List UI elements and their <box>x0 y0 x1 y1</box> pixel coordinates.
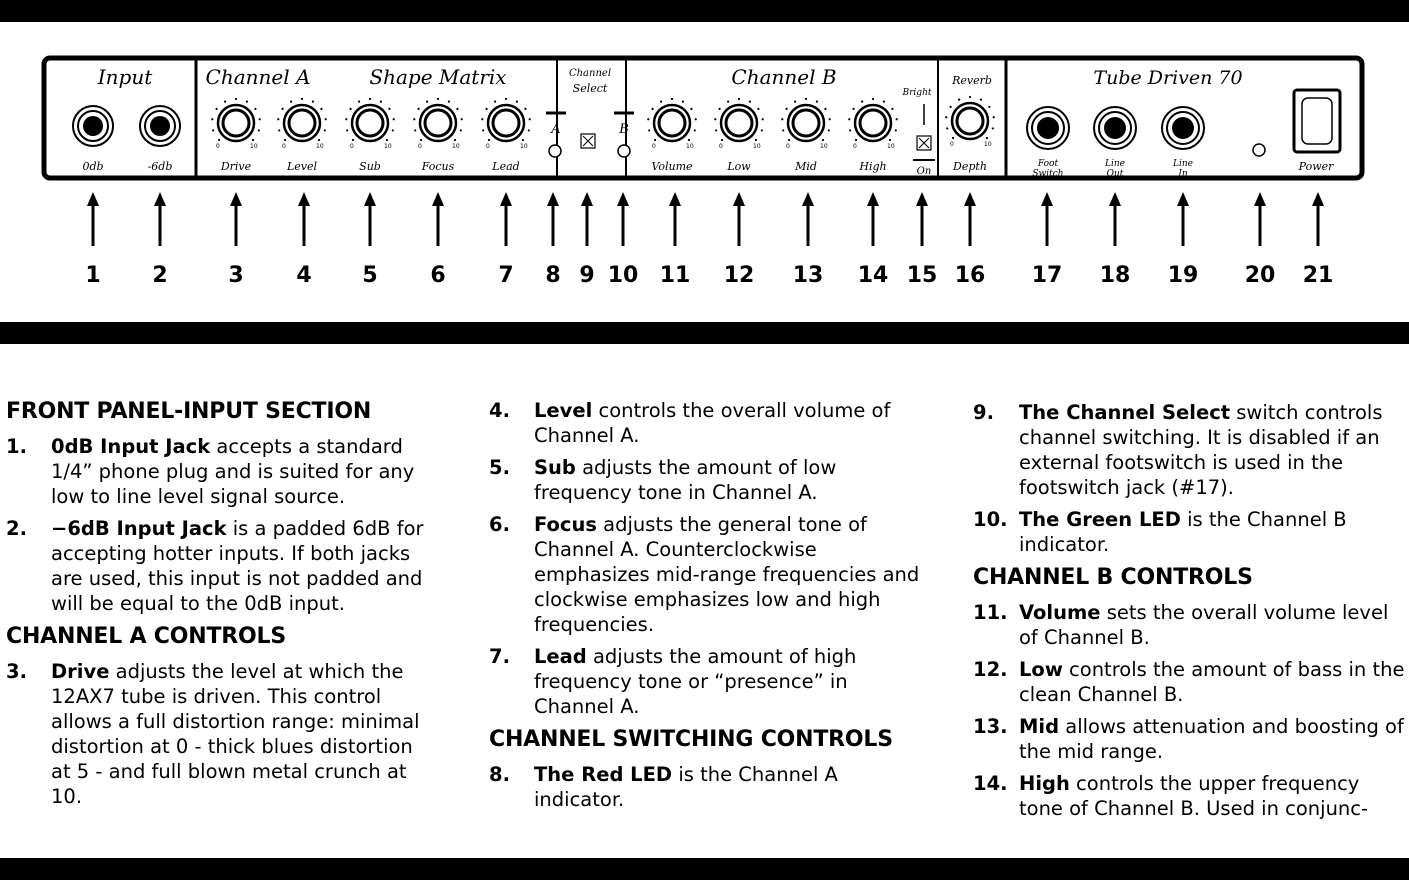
line-out-label-2: Out <box>1106 169 1124 179</box>
jack-minus6db[interactable] <box>140 106 180 146</box>
knob-scale-dot <box>252 139 254 141</box>
knob-cap <box>860 110 886 136</box>
knob-scale-min: 0 <box>282 143 286 150</box>
knob-scale-max: 10 <box>520 143 528 150</box>
knob-cap <box>289 110 315 136</box>
jack-line-out[interactable] <box>1094 107 1136 149</box>
heading-channel-switching: CHANNEL SWITCHING CONTROLS <box>489 727 893 752</box>
knob-scale-max: 10 <box>384 143 392 150</box>
list-item-8: 8. The Red LED is the Channel A indicator. <box>489 763 838 811</box>
knob-scale-dot <box>345 118 347 120</box>
knob-scale-dot <box>281 108 283 110</box>
knob-scale-dot <box>782 129 784 131</box>
knob-scale-dot <box>290 101 292 103</box>
knob-scale-dot <box>212 129 214 131</box>
knob-scale-dot <box>522 139 524 141</box>
knob-scale-dot <box>481 118 483 120</box>
list-item-1: 1. 0dB Input Jack accepts a standard 1/4” phone plug and is suited for any low to line level signal source. <box>6 435 415 508</box>
knob-cap <box>957 108 983 134</box>
callout-arrow-head <box>1312 192 1324 206</box>
knob-scale-dot <box>380 101 382 103</box>
knob-scale-dot <box>246 101 248 103</box>
knob-scale-dot <box>761 129 763 131</box>
callout-arrow-head <box>581 192 593 206</box>
knob-scale-dot <box>749 101 751 103</box>
knob-scale-dot <box>215 108 217 110</box>
knob-scale-dot <box>714 118 716 120</box>
knob-cap <box>793 110 819 136</box>
knob-scale-dot <box>992 127 994 129</box>
knob-scale-dot <box>660 101 662 103</box>
knob-scale-dot <box>417 108 419 110</box>
callout-arrow-head <box>298 192 310 206</box>
knob-scale-dot <box>861 101 863 103</box>
knob-scale-dot <box>369 98 371 100</box>
column-2 <box>489 398 921 819</box>
knob-scale-dot <box>505 98 507 100</box>
knob-scale-max: 10 <box>984 141 992 148</box>
knob-scale-dot <box>788 139 790 141</box>
knob-scale-dot <box>694 129 696 131</box>
knob-scale-dot <box>872 98 874 100</box>
callout-arrow-head <box>733 192 745 206</box>
knob-scale-dot <box>895 129 897 131</box>
knob-scale-dot <box>829 118 831 120</box>
callout-arrow-head <box>617 192 629 206</box>
knob-scale-dot <box>690 108 692 110</box>
callout-number: 12 <box>723 263 755 288</box>
knob-scale-dot <box>485 108 487 110</box>
knob-scale-dot <box>346 129 348 131</box>
knob-scale-dot <box>358 101 360 103</box>
knob-scale-dot <box>324 129 326 131</box>
knob-scale-dot <box>946 127 948 129</box>
knob-level-label: Level <box>286 160 318 173</box>
knob-scale-dot <box>762 118 764 120</box>
list-item-6: 6. Focus adjusts the general tone of Channel A. Counterclockwise emphasizes mid-range frequencies and clockwise emphasizes low and high frequencies. <box>489 513 920 636</box>
knob-scale-dot <box>516 101 518 103</box>
knob-scale-min: 0 <box>216 143 220 150</box>
knob-cap <box>357 110 383 136</box>
knob-scale-dot <box>794 101 796 103</box>
knob-scale-dot <box>414 129 416 131</box>
knob-scale-min: 0 <box>486 143 490 150</box>
callout-number: 2 <box>152 263 168 288</box>
knob-scale-dot <box>318 139 320 141</box>
callout-number: 6 <box>430 263 446 288</box>
callout-arrow-head <box>500 192 512 206</box>
knob-scale-dot <box>852 108 854 110</box>
callout-arrow-head <box>432 192 444 206</box>
callout-arrow-head <box>154 192 166 206</box>
knob-scale-dot <box>952 137 954 139</box>
knob-scale-max: 10 <box>686 143 694 150</box>
knob-scale-max: 10 <box>820 143 828 150</box>
jack-minus6db-label: -6db <box>147 160 173 173</box>
knob-scale-dot <box>738 98 740 100</box>
knob-scale-dot <box>211 118 213 120</box>
knob-scale-dot <box>721 139 723 141</box>
front-panel-diagram <box>0 0 1409 300</box>
heading-channel-a: CHANNEL A CONTROLS <box>6 624 286 649</box>
callout-number: 19 <box>1167 263 1199 288</box>
knob-scale-max: 10 <box>887 143 895 150</box>
knob-scale-dot <box>258 129 260 131</box>
knob-scale-dot <box>420 139 422 141</box>
knob-scale-dot <box>822 139 824 141</box>
knob-scale-dot <box>816 101 818 103</box>
knob-scale-dot <box>727 101 729 103</box>
knob-scale-min: 0 <box>418 143 422 150</box>
knob-scale-dot <box>386 139 388 141</box>
line-out-label-1: Line <box>1105 159 1125 169</box>
knob-scale-dot <box>958 99 960 101</box>
bright-label: Bright <box>902 88 932 98</box>
knob-scale-max: 10 <box>753 143 761 150</box>
list-item-3: 3. Drive adjusts the level at which the 12AX7 tube is driven. This control allows a full distortion range: minimal distortion at 0 - thick blues distortion at 5 - and full blown metal crunch at 10. <box>6 660 420 808</box>
callout-number: 7 <box>498 263 514 288</box>
knob-scale-dot <box>448 101 450 103</box>
callout-arrow-head <box>230 192 242 206</box>
knob-volume-label: Volume <box>651 160 693 173</box>
knob-scale-dot <box>349 108 351 110</box>
foot-switch-label-2: Switch <box>1032 169 1064 179</box>
channel-select-switch[interactable] <box>581 134 595 148</box>
knob-scale-dot <box>648 129 650 131</box>
knob-scale-min: 0 <box>719 143 723 150</box>
knob-scale-dot <box>757 108 759 110</box>
knob-scale-dot <box>647 118 649 120</box>
knob-scale-dot <box>388 108 390 110</box>
knob-scale-dot <box>896 118 898 120</box>
knob-scale-dot <box>301 98 303 100</box>
power-led <box>1253 144 1265 156</box>
callout-number: 4 <box>296 263 312 288</box>
callout-number: 15 <box>906 263 938 288</box>
knob-lead-label: Lead <box>492 160 520 173</box>
knob-depth-label: Depth <box>953 160 987 173</box>
knob-scale-dot <box>849 129 851 131</box>
knob-cap <box>223 110 249 136</box>
callout-number: 8 <box>545 263 561 288</box>
knob-scale-dot <box>461 118 463 120</box>
knob-mid-label: Mid <box>795 160 817 173</box>
knob-scale-dot <box>224 101 226 103</box>
led-a-label: A <box>551 122 561 137</box>
knob-scale-dot <box>352 139 354 141</box>
knob-scale-dot <box>284 139 286 141</box>
knob-focus-label: Focus <box>421 160 455 173</box>
list-item-11: 11. Volume sets the overall volume level of Channel B. <box>973 601 1389 649</box>
callout-arrow-head <box>964 192 976 206</box>
callout-number: 1 <box>85 263 101 288</box>
knob-scale-dot <box>392 129 394 131</box>
knob-scale-dot <box>460 129 462 131</box>
callout-arrow-head <box>364 192 376 206</box>
column-3 <box>973 400 1405 828</box>
knob-low-label: Low <box>727 160 751 173</box>
list-item-10: 10. The Green LED is the Channel B indicator. <box>973 508 1347 556</box>
green-led <box>618 145 630 157</box>
knob-scale-dot <box>785 108 787 110</box>
list-item-5: 5. Sub adjusts the amount of low frequency tone in Channel A. <box>489 456 837 504</box>
knob-scale-dot <box>651 108 653 110</box>
knob-scale-min: 0 <box>350 143 354 150</box>
callout-number: 3 <box>228 263 244 288</box>
line-in-label-2: In <box>1178 169 1188 179</box>
knob-scale-dot <box>671 98 673 100</box>
knob-scale-dot <box>456 108 458 110</box>
callout-arrow-head <box>1254 192 1266 206</box>
knob-scale-min: 0 <box>950 141 954 148</box>
list-item-12: 12. Low controls the amount of bass in the clean Channel B. <box>973 658 1405 706</box>
knob-scale-dot <box>855 139 857 141</box>
knob-scale-dot <box>945 116 947 118</box>
channel-a-header: Channel A <box>205 65 311 89</box>
list-item-4: 4. Level controls the overall volume of Channel A. <box>489 399 891 447</box>
callout-arrow-head <box>867 192 879 206</box>
list-item-13: 13. Mid allows attenuation and boosting of the mid range. <box>973 715 1404 763</box>
jack-line-in[interactable] <box>1162 107 1204 149</box>
reverb-header: Reverb <box>952 74 992 87</box>
list-item-7: 7. Lead adjusts the amount of high frequency tone or “presence” in Channel A. <box>489 645 857 718</box>
callout-number: 5 <box>362 263 378 288</box>
column-1 <box>6 398 438 816</box>
knob-cap <box>726 110 752 136</box>
callout-number: 18 <box>1099 263 1131 288</box>
power-label: Power <box>1298 160 1334 173</box>
callout-number: 9 <box>579 263 595 288</box>
bottom-rule <box>0 858 1409 880</box>
knob-scale-dot <box>883 101 885 103</box>
input-header: Input <box>97 65 153 89</box>
knob-scale-min: 0 <box>853 143 857 150</box>
jack-0db[interactable] <box>73 106 113 146</box>
knob-scale-max: 10 <box>452 143 460 150</box>
knob-scale-dot <box>278 129 280 131</box>
bright-switch[interactable] <box>917 136 931 150</box>
knob-scale-dot <box>988 106 990 108</box>
knob-scale-max: 10 <box>316 143 324 150</box>
knob-scale-dot <box>259 118 261 120</box>
foot-switch-label-1: Foot <box>1037 159 1059 169</box>
knob-scale-dot <box>393 118 395 120</box>
callout-number: 14 <box>857 263 889 288</box>
knob-scale-dot <box>688 139 690 141</box>
callout-number: 21 <box>1302 263 1334 288</box>
callout-arrow-head <box>547 192 559 206</box>
knob-scale-dot <box>277 118 279 120</box>
middle-rule <box>0 322 1409 344</box>
knob-scale-dot <box>524 108 526 110</box>
knob-scale-dot <box>891 108 893 110</box>
channel-select-label-2: Select <box>572 82 608 95</box>
callout-number: 16 <box>954 263 986 288</box>
heading-channel-b: CHANNEL B CONTROLS <box>973 565 1253 590</box>
knob-scale-dot <box>218 139 220 141</box>
knob-scale-dot <box>969 96 971 98</box>
line-in-label-1: Line <box>1173 159 1193 169</box>
knob-cap <box>425 110 451 136</box>
channel-b-header: Channel B <box>731 65 837 89</box>
knob-scale-dot <box>454 139 456 141</box>
knob-scale-dot <box>993 116 995 118</box>
callout-arrow-head <box>916 192 928 206</box>
list-item-14: 14. High controls the upper frequency tone of Channel B. Used in conjunc- <box>973 772 1369 820</box>
bright-on-label: On <box>916 166 932 177</box>
knob-scale-dot <box>254 108 256 110</box>
knob-scale-dot <box>488 139 490 141</box>
knob-scale-dot <box>437 98 439 100</box>
power-switch[interactable] <box>1294 90 1340 152</box>
callout-arrow-head <box>802 192 814 206</box>
knob-scale-dot <box>805 98 807 100</box>
knob-cap <box>659 110 685 136</box>
callout-number: 17 <box>1031 263 1063 288</box>
jack-foot-switch[interactable] <box>1027 107 1069 149</box>
knob-sub-label: Sub <box>359 160 381 173</box>
knob-cap <box>493 110 519 136</box>
knob-scale-dot <box>824 108 826 110</box>
knob-scale-dot <box>320 108 322 110</box>
knob-scale-dot <box>848 118 850 120</box>
knob-scale-dot <box>235 98 237 100</box>
knob-scale-dot <box>528 129 530 131</box>
callout-number: 11 <box>659 263 691 288</box>
knob-scale-dot <box>482 129 484 131</box>
knob-scale-dot <box>781 118 783 120</box>
knob-scale-dot <box>980 99 982 101</box>
callout-number: 10 <box>607 263 639 288</box>
callout-arrow-head <box>669 192 681 206</box>
knob-scale-max: 10 <box>250 143 258 150</box>
jack-0db-label: 0db <box>82 160 104 173</box>
list-item-2: 2. −6dB Input Jack is a padded 6dB for accepting hotter inputs. If both jacks are used, this input is not padded and will be equal to the 0dB input. <box>6 517 424 615</box>
knob-scale-dot <box>889 139 891 141</box>
callout-arrow-head <box>1109 192 1121 206</box>
led-b-label: B <box>619 122 629 137</box>
knob-scale-dot <box>654 139 656 141</box>
heading-front-panel-input: FRONT PANEL-INPUT SECTION <box>6 399 372 424</box>
shape-matrix-header: Shape Matrix <box>369 65 507 89</box>
knob-scale-dot <box>325 118 327 120</box>
knob-scale-dot <box>695 118 697 120</box>
channel-select-label-1: Channel <box>568 68 612 79</box>
knob-scale-min: 0 <box>652 143 656 150</box>
knob-scale-dot <box>718 108 720 110</box>
knob-scale-dot <box>682 101 684 103</box>
knob-high-label: High <box>859 160 887 173</box>
knob-scale-min: 0 <box>786 143 790 150</box>
knob-scale-dot <box>949 106 951 108</box>
callout-number: 13 <box>792 263 824 288</box>
knob-scale-dot <box>715 129 717 131</box>
callout-arrow-head <box>1177 192 1189 206</box>
knob-scale-dot <box>413 118 415 120</box>
list-item-9: 9. The Channel Select switch controls channel switching. It is disabled if an external footswitch is used in the footswitch jack (#17). <box>973 401 1383 499</box>
model-name: Tube Driven 70 <box>1093 67 1243 89</box>
knob-scale-dot <box>755 139 757 141</box>
callout-arrow-head <box>1041 192 1053 206</box>
red-led <box>549 145 561 157</box>
knob-scale-dot <box>828 129 830 131</box>
knob-scale-dot <box>494 101 496 103</box>
knob-scale-dot <box>312 101 314 103</box>
knob-scale-dot <box>986 137 988 139</box>
knob-drive-label: Drive <box>220 160 252 173</box>
callout-arrow-head <box>87 192 99 206</box>
callout-number: 20 <box>1244 263 1276 288</box>
knob-scale-dot <box>426 101 428 103</box>
knob-scale-dot <box>529 118 531 120</box>
